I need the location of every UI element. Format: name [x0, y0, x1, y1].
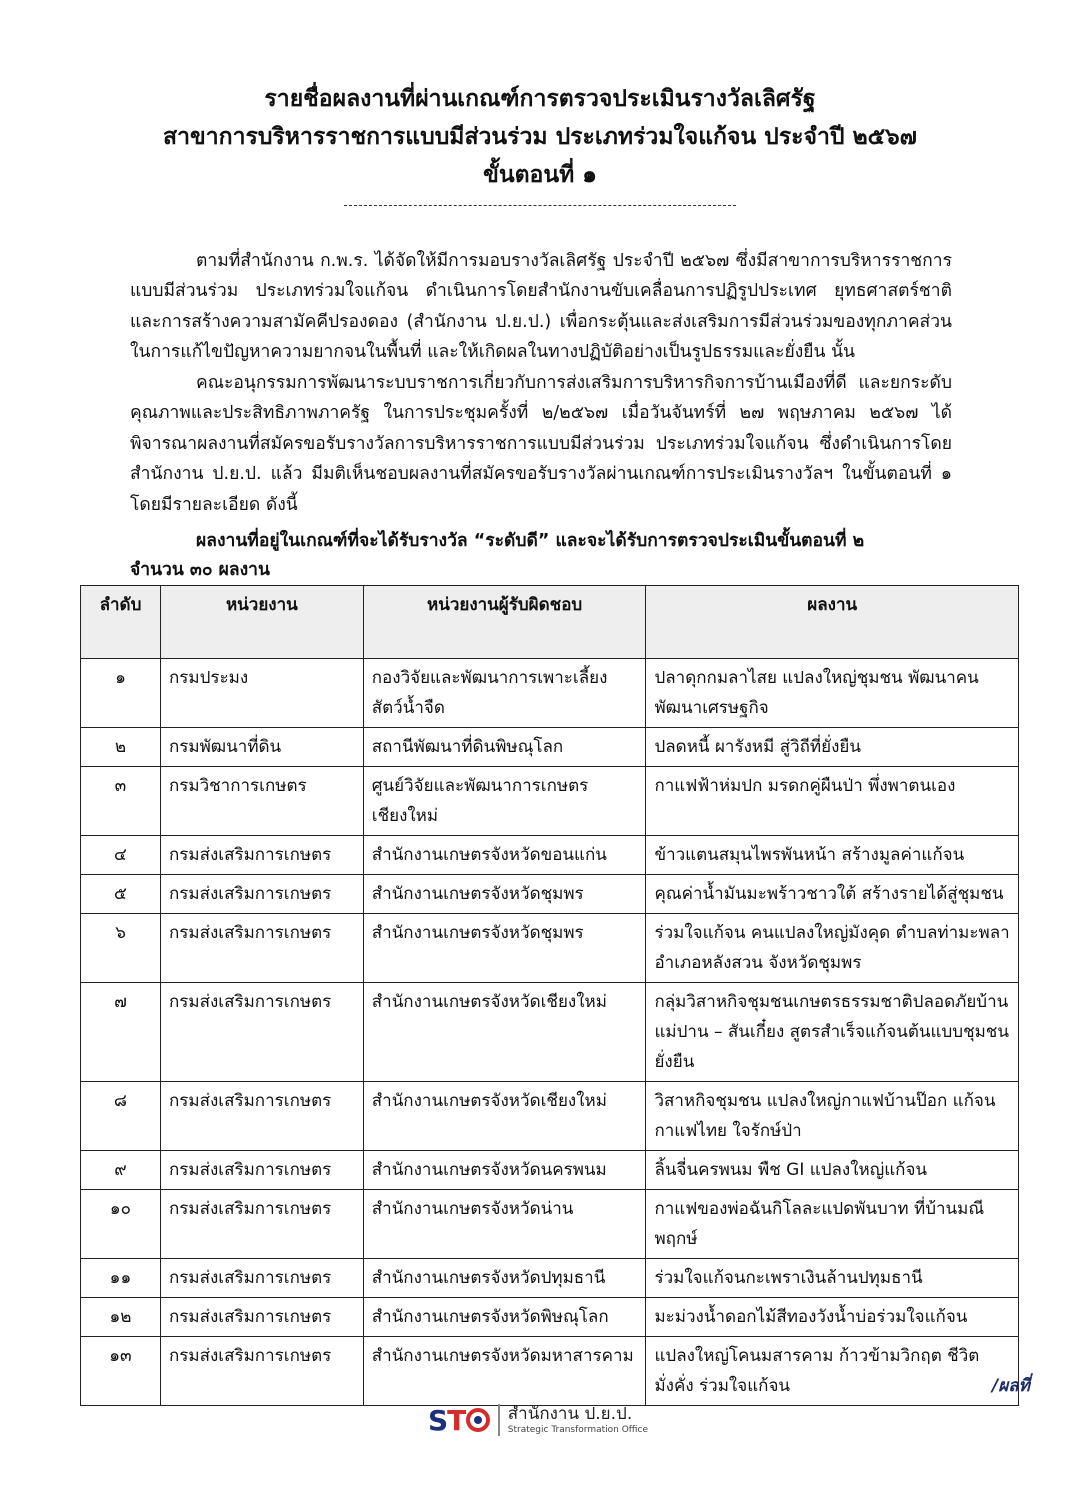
row-number: ๑ [81, 659, 161, 728]
paragraph-1: ตามที่สำนักงาน ก.พ.ร. ได้จัดให้มีการมอบรางวัลเลิศรัฐ ประจำปี ๒๕๖๗ ซึ่งมีสาขาการบริหารราชการแบบมีส่วนร่วม ประเภทร่วมใจแก้จน ดำเนินการโดยสำนักงานขับเคลื่อนการปฏิรูปประเทศ ยุทธศาสตร์ชาติ และการสร้างความสามัคคีปรองดอง (สำนักงาน ป.ย.ป.) เพื่อกระตุ้นและส่งเสริมการมีส่วนร่วมของทุกภาคส่วนในการแก้ไขปัญหาความยากจนในพื้นที่ และให้เกิดผลในทางปฏิบัติอย่างเป็นรูปธรรมและยั่งยืน นั้น [130, 251, 952, 363]
table-row [81, 875, 1019, 914]
row-work: ข้าวแตนสมุนไพรพันหน้า สร้างมูลค่าแก้จน [646, 836, 1019, 875]
row-number: ๑๒ [81, 1298, 161, 1337]
title-line-2: สาขาการบริหารราชการแบบมีส่วนร่วม ประเภทร่วมใจแก้จน ประจำปี ๒๕๖๗ [163, 124, 917, 150]
row-responsible-unit: สำนักงานเกษตรจังหวัดมหาสารคาม [363, 1337, 646, 1406]
row-number: ๑๓ [81, 1337, 161, 1406]
row-agency: กรมส่งเสริมการเกษตร [160, 1337, 363, 1406]
row-responsible-unit: สำนักงานเกษตรจังหวัดชุมพร [363, 875, 646, 914]
row-responsible-unit: สำนักงานเกษตรจังหวัดปทุมธานี [363, 1259, 646, 1298]
row-agency: กรมส่งเสริมการเกษตร [160, 1082, 363, 1151]
table-row [81, 1082, 1019, 1151]
table-row [81, 1298, 1019, 1337]
sto-logo-icon [428, 1404, 490, 1437]
row-agency: กรมวิชาการเกษตร [160, 767, 363, 836]
row-work: มะม่วงน้ำดอกไม้สีทองวังน้ำบ่อร่วมใจแก้จน [646, 1298, 1019, 1337]
row-number: ๔ [81, 836, 161, 875]
table-body [81, 659, 1019, 1406]
header-work: ผลงาน [646, 586, 1019, 659]
title-line-3: ขั้นตอนที่ ๑ [483, 162, 597, 188]
highlight-block [130, 527, 952, 585]
row-agency: กรมส่งเสริมการเกษตร [160, 1298, 363, 1337]
row-responsible-unit: สำนักงานเกษตรจังหวัดชุมพร [363, 914, 646, 983]
row-number: ๑๑ [81, 1259, 161, 1298]
org-subtitle: Strategic Transformation Office [507, 1425, 648, 1435]
row-agency: กรมส่งเสริมการเกษตร [160, 836, 363, 875]
row-number: ๙ [81, 1151, 161, 1190]
table-header-row [81, 586, 1019, 659]
table-row [81, 1151, 1019, 1190]
row-agency: กรมส่งเสริมการเกษตร [160, 1259, 363, 1298]
row-work: กาแฟฟ้าห่มปก มรดกคู่ผืนป่า พึ่งพาตนเอง [646, 767, 1019, 836]
row-work: ปลาดุกกมลาไสย แปลงใหญ่ชุมชน พัฒนาคนพัฒนาเศรษฐกิจ [646, 659, 1019, 728]
row-agency: กรมส่งเสริมการเกษตร [160, 983, 363, 1082]
row-work: วิสาหกิจชุมชน แปลงใหญ่กาแฟบ้านป๊อก แก้จน กาแฟไทย ใจรักษ์ป่า [646, 1082, 1019, 1151]
row-responsible-unit: สำนักงานเกษตรจังหวัดพิษณุโลก [363, 1298, 646, 1337]
row-responsible-unit: สำนักงานเกษตรจังหวัดขอนแก่น [363, 836, 646, 875]
logo-letter-t: T [447, 1403, 466, 1437]
resolution-paragraph [130, 368, 952, 520]
logo-circle-icon [466, 1408, 490, 1432]
row-number: ๗ [81, 983, 161, 1082]
dashed-divider [344, 205, 736, 206]
table-row [81, 767, 1019, 836]
header-responsible-unit: หน่วยงานผู้รับผิดชอบ [363, 586, 646, 659]
table-row [81, 1190, 1019, 1259]
row-number: ๘ [81, 1082, 161, 1151]
intro-paragraph [130, 246, 952, 368]
org-name: สำนักงาน ป.ย.ป. [507, 1404, 633, 1424]
logo-letter-s: S [428, 1403, 448, 1437]
row-work: ปลดหนี้ ผารังหมี สู่วิถีที่ยั่งยืน [646, 728, 1019, 767]
table-row [81, 836, 1019, 875]
row-work: ร่วมใจแก้จนกะเพราเงินล้านปทุมธานี [646, 1259, 1019, 1298]
table-row [81, 983, 1019, 1082]
row-agency: กรมพัฒนาที่ดิน [160, 728, 363, 767]
table-row [81, 1259, 1019, 1298]
table-row [81, 1337, 1019, 1406]
row-number: ๑๐ [81, 1190, 161, 1259]
row-work: กลุ่มวิสาหกิจชุมชนเกษตรธรรมชาติปลอดภัยบ้านแม่ปาน – สันเกี๋ยง สูตรสำเร็จแก้จนต้นแบบชุมชนยั่งยืน [646, 983, 1019, 1082]
row-agency: กรมส่งเสริมการเกษตร [160, 875, 363, 914]
table-row [81, 728, 1019, 767]
row-number: ๓ [81, 767, 161, 836]
row-agency: กรมประมง [160, 659, 363, 728]
highlight-line-2: จำนวน ๓๐ ผลงาน [130, 560, 270, 580]
row-agency: กรมส่งเสริมการเกษตร [160, 1190, 363, 1259]
row-responsible-unit: สำนักงานเกษตรจังหวัดนครพนม [363, 1151, 646, 1190]
page-continuation-mark: /ผลที่ [992, 1376, 1030, 1396]
row-responsible-unit: สถานีพัฒนาที่ดินพิษณุโลก [363, 728, 646, 767]
row-work: คุณค่าน้ำมันมะพร้าวชาวใต้ สร้างรายได้สู่ชุมชน [646, 875, 1019, 914]
table-row [81, 659, 1019, 728]
row-number: ๕ [81, 875, 161, 914]
logo-text [508, 1404, 648, 1436]
document-title [0, 80, 1080, 194]
row-work: แปลงใหญ่โคนมสารคาม ก้าวข้ามวิกฤต ชีวิตมั่งคั่ง ร่วมใจแก้จน [646, 1337, 1019, 1406]
row-work: ลิ้นจี่นครพนม พืช GI แปลงใหญ่แก้จน [646, 1151, 1019, 1190]
row-responsible-unit: สำนักงานเกษตรจังหวัดเชียงใหม่ [363, 983, 646, 1082]
highlight-line-1: ผลงานที่อยู่ในเกณฑ์ที่จะได้รับรางวัล “ระดับดี” และจะได้รับการตรวจประเมินขั้นตอนที่ ๒ [196, 531, 865, 551]
row-work: กาแฟของพ่อฉันกิโลละแปดพันบาท ที่บ้านมณีพฤกษ์ [646, 1190, 1019, 1259]
paragraph-2: คณะอนุกรรมการพัฒนาระบบราชการเกี่ยวกับการส่งเสริมการบริหารกิจการบ้านเมืองที่ดี และยกระดับคุณภาพและประสิทธิภาพภาครัฐ ในการประชุมครั้งที่ ๒/๒๕๖๗ เมื่อวันจันทร์ที่ ๒๗ พฤษภาคม ๒๕๖๗ ได้พิจารณาผลงานที่สมัครขอรับรางวัลการบริหารราชการแบบมีส่วนร่วม ประเภทร่วมใจแก้จน ซึ่งดำเนินการโดยสำนักงาน ป.ย.ป. แล้ว มีมติเห็นชอบผลงานที่สมัครขอรับรางวัลผ่านเกณฑ์การประเมินรางวัลฯ ในขั้นตอนที่ ๑ โดยมีรายละเอียด ดังนี้ [130, 373, 952, 515]
row-responsible-unit: สำนักงานเกษตรจังหวัดเชียงใหม่ [363, 1082, 646, 1151]
row-number: ๒ [81, 728, 161, 767]
header-order: ลำดับ [81, 586, 161, 659]
logo-separator [498, 1404, 500, 1436]
row-responsible-unit: สำนักงานเกษตรจังหวัดน่าน [363, 1190, 646, 1259]
row-responsible-unit: กองวิจัยและพัฒนาการเพาะเลี้ยงสัตว์น้ำจืด [363, 659, 646, 728]
table-row [81, 914, 1019, 983]
row-agency: กรมส่งเสริมการเกษตร [160, 914, 363, 983]
header-agency: หน่วยงาน [160, 586, 363, 659]
row-work: ร่วมใจแก้จน คนแปลงใหญ่มังคุด ตำบลท่ามะพลา อำเภอหลังสวน จังหวัดชุมพร [646, 914, 1019, 983]
footer-logo [428, 1400, 648, 1440]
row-agency: กรมส่งเสริมการเกษตร [160, 1151, 363, 1190]
row-number: ๖ [81, 914, 161, 983]
row-responsible-unit: ศูนย์วิจัยและพัฒนาการเกษตรเชียงใหม่ [363, 767, 646, 836]
title-line-1: รายชื่อผลงานที่ผ่านเกณฑ์การตรวจประเมินรางวัลเลิศรัฐ [264, 86, 816, 112]
results-table [80, 585, 1019, 1406]
